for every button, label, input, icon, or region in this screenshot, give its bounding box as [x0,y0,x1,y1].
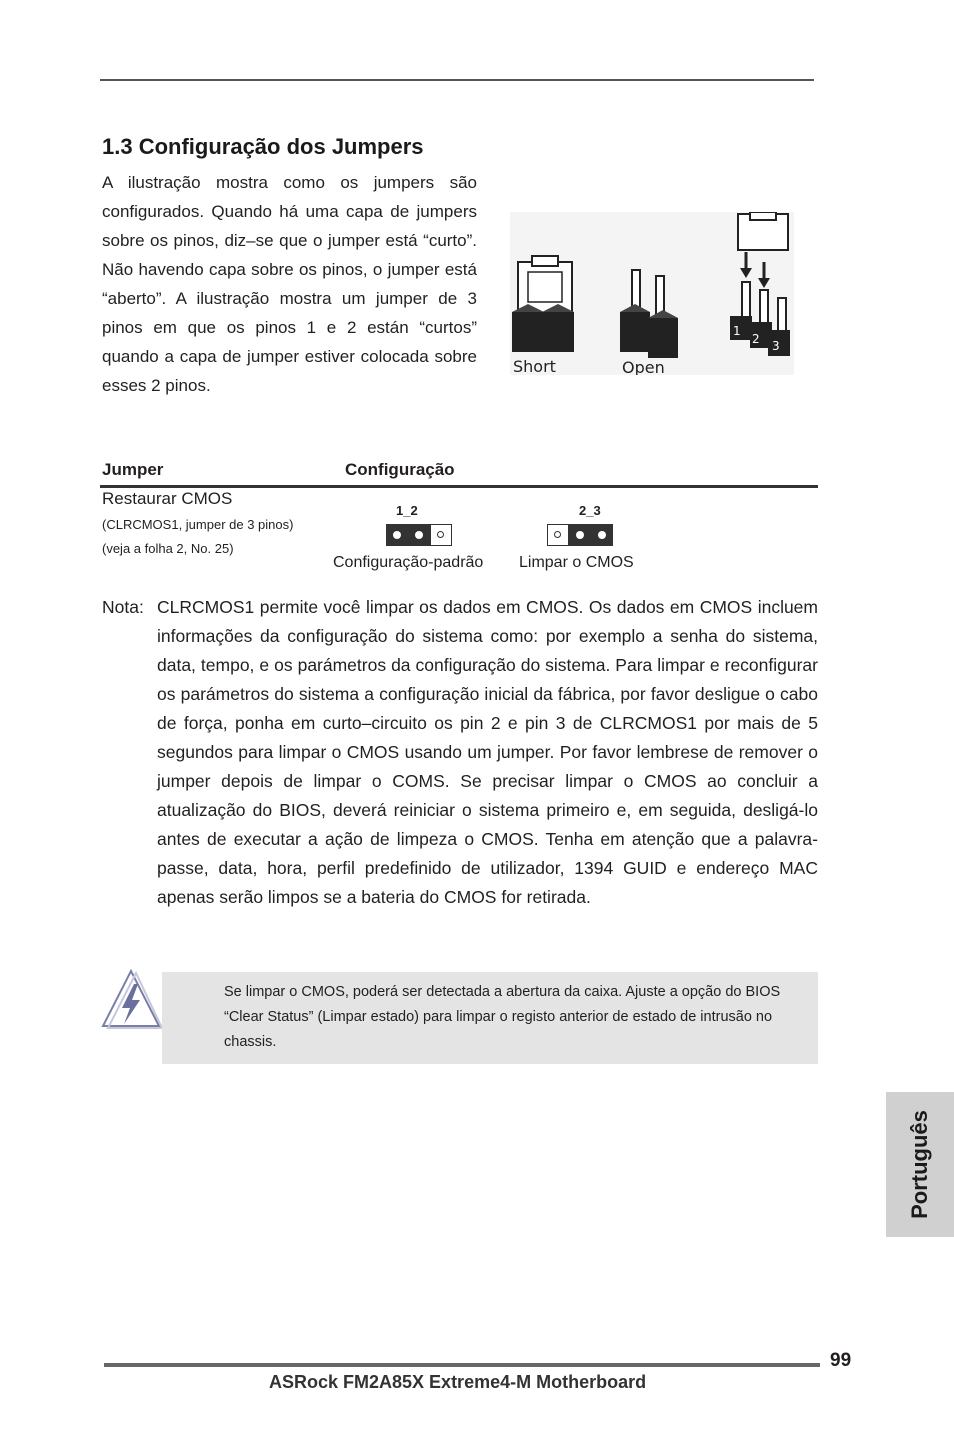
note-body: CLRCMOS1 permite você limpar os dados em CMOS. Os dados em CMOS incluem informações da configuração do sistema como: por exemplo a senha do sistema, data, tempo, e os parámetros da configuração do sistema. Para limpar e reconfigurar os parámetros do sistema a configuração inicial da fábrica, por favor desligue o cabo de força, ponha em curto–circuito os pin 2 e pin 3 de CLRCMOS1 por mais de 5 segundos para limpar o CMOS usando um jumper. Por favor lembrese de remover o jumper depois de limpar o COMS. Se precisar limpar o CMOS ao concluir a atualização do BIOS, deverá reiniciar o sistema primeiro e, em seguida, desligá-lo antes de executar a ação de limpeza o CMOS. Tenha em atenção que a palavra-passe, data, hora, perfil predefinido de utilizador, 1394 GUID e endereço MAC apenas serão limpos se a bateria do CMOS for retirada. [157,597,818,907]
warning-text: Se limpar o CMOS, poderá ser detectada a abertura da caixa. Ajuste a opção do BIOS “Clear Status” (Limpar estado) para limpar o registo anterior de estado de intrusão no chassis. [224,984,781,1050]
caption-default-config: Configuração-padrão [333,554,484,571]
caption-clear-cmos: Limpar o CMOS [519,554,634,571]
pin-3-shorted [591,524,613,546]
note-block [102,593,818,912]
open-jumper-graphic [620,270,678,358]
pin-2-shorted [408,524,430,546]
pin-number-1: 1 [733,324,741,338]
section-title: 1.3 Configuração dos Jumpers [102,134,424,159]
open-label: Open [622,358,665,375]
footer-product: ASRock FM2A85X Extreme4-M Motherboard [269,1372,647,1392]
pin-number-3: 3 [772,339,780,353]
intro-paragraph [102,168,477,400]
pin-diagram-2-3 [547,524,613,546]
pins-label-2-3: 2_3 [579,503,601,518]
language-side-tab [886,1092,954,1237]
warning-lightning-icon [100,968,162,1030]
pin-number-2: 2 [752,332,760,346]
pin-1-open [547,524,569,546]
row-name: Restaurar CMOS [102,489,233,508]
row-subtext-1: (CLRCMOS1, jumper de 3 pinos) [102,517,294,532]
page-number: 99 [830,1350,852,1371]
pins-label-1-2: 1_2 [396,503,418,518]
row-subtext-2: (veja a folha 2, No. 25) [102,541,234,556]
pin-1-shorted [386,524,408,546]
language-label: Português [907,1110,932,1219]
table-header-jumper: Jumper [102,460,164,479]
pin-3-open [430,524,452,546]
pin-2-shorted [569,524,591,546]
bottom-rule [104,1363,820,1367]
table-rule [100,485,818,488]
short-label: Short [513,357,556,375]
intro-text: A ilustração mostra como os jumpers são configurados. Quando há uma capa de jumpers sobre os pinos, diz–se que o jumper está “curto”. Não havendo capa sobre os pinos, o jumper está “aberto”. A ilustração mostra um jumper de 3 pinos em que os pinos 1 e 2 están “curtos” quando a capa de jumper estiver colocada sobre esses 2 pinos. [102,173,477,395]
jumper-illustration [510,212,794,375]
note-label: Nota: [102,597,144,617]
pin-diagram-1-2 [386,524,452,546]
top-rule [100,79,814,81]
table-header-config: Configuração [345,460,455,479]
short-jumper-graphic [512,256,574,352]
